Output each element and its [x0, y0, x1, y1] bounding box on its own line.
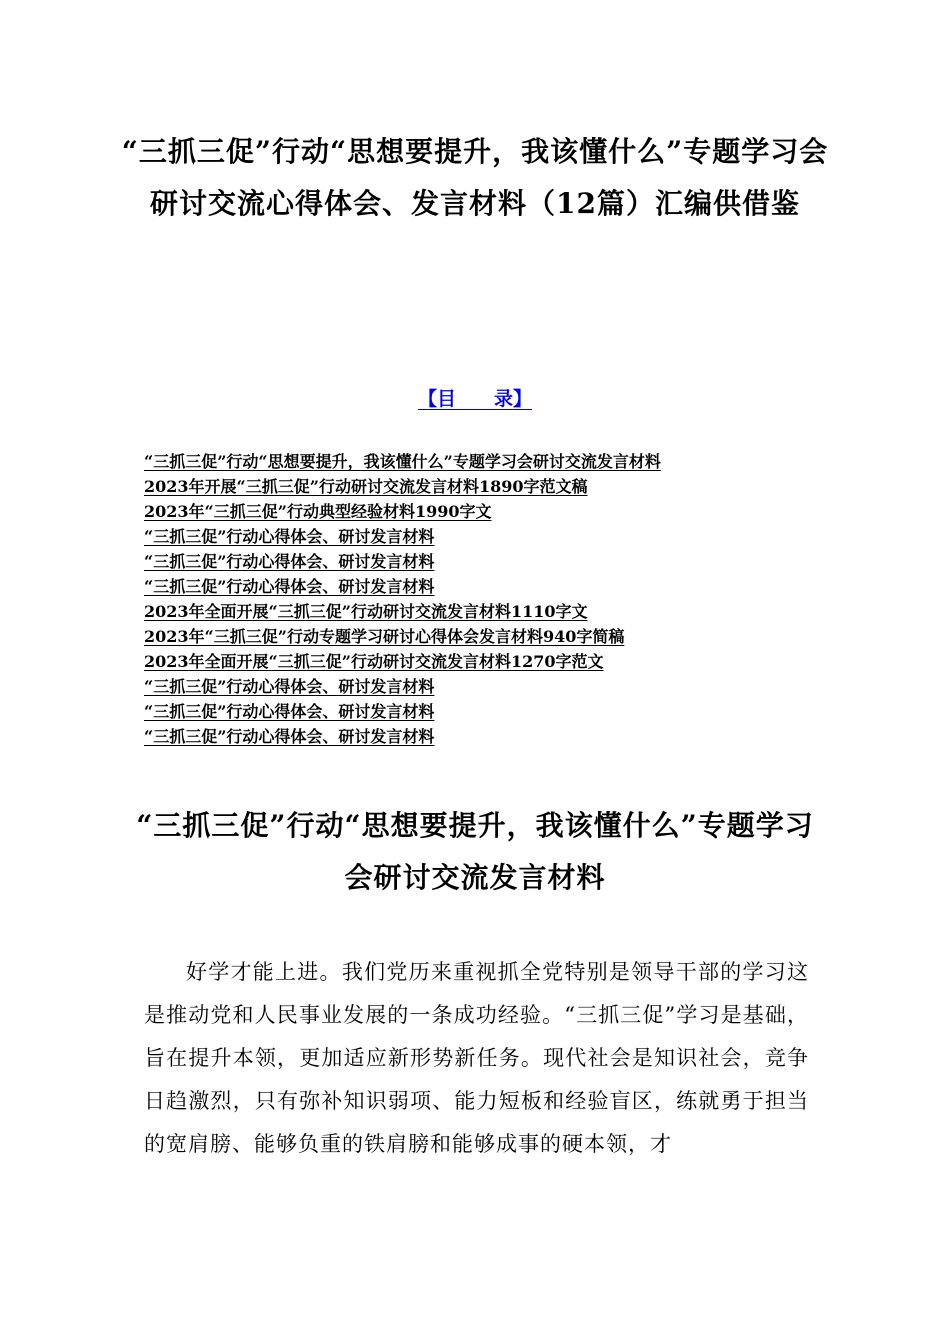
- toc-item: [144, 549, 824, 574]
- body-paragraph: 好学才能上进。我们党历来重视抓全党特别是领导干部的学习这是推动党和人民事业发展的一条成功经验。“三抓三促”学习是基础，旨在提升本领，更加适应新形势新任务。现代社会是知识社会，竞争日趋激烈，只有弥补知识弱项、能力短板和经验盲区，练就勇于担当的宽肩膀、能够负重的铁肩膀和能够成事的硬本领，才: [144, 960, 809, 1156]
- toc-link[interactable]: “三抓三促”行动心得体会、研讨发言材料: [144, 577, 435, 596]
- toc-item: [144, 524, 824, 549]
- document-title: “三抓三促”行动“思想要提升，我该懂什么”专题学习会研讨交流心得体会、发言材料（12篇）汇编供借鉴: [121, 135, 829, 220]
- toc-link[interactable]: 2023年全面开展“三抓三促”行动研讨交流发言材料1270字范文: [144, 652, 604, 671]
- toc-link[interactable]: “三抓三促”行动“思想要提升，我该懂什么”专题学习会研讨交流发言材料: [144, 452, 661, 471]
- toc-link[interactable]: “三抓三促”行动心得体会、研讨发言材料: [144, 527, 435, 546]
- toc-item: [144, 474, 824, 499]
- toc-link[interactable]: “三抓三促”行动心得体会、研讨发言材料: [144, 702, 435, 721]
- toc-link[interactable]: 2023年开展“三抓三促”行动研讨交流发言材料1890字范文稿: [144, 477, 588, 496]
- toc-item: [144, 599, 824, 624]
- toc-item: [144, 674, 824, 699]
- toc-item: [144, 499, 824, 524]
- toc-link[interactable]: 2023年全面开展“三抓三促”行动研讨交流发言材料1110字文: [144, 602, 588, 621]
- toc-item: [144, 699, 824, 724]
- toc-link[interactable]: “三抓三促”行动心得体会、研讨发言材料: [144, 727, 435, 746]
- toc-item: [144, 574, 824, 599]
- toc-item: [144, 649, 824, 674]
- toc-link[interactable]: “三抓三促”行动心得体会、研讨发言材料: [144, 552, 435, 571]
- toc-list: [144, 449, 824, 749]
- toc-link[interactable]: 2023年“三抓三促”行动典型经验材料1990字文: [144, 502, 492, 521]
- toc-heading: [0, 384, 950, 414]
- toc-link[interactable]: “三抓三促”行动心得体会、研讨发言材料: [144, 677, 435, 696]
- toc-heading-link[interactable]: 【目 录】: [417, 388, 532, 410]
- toc-item: [144, 449, 824, 474]
- section-title: “三抓三促”行动“思想要提升，我该懂什么”专题学习会研讨交流发言材料: [136, 809, 814, 894]
- toc-link[interactable]: 2023年“三抓三促”行动专题学习研讨心得体会发言材料940字简稿: [144, 627, 625, 646]
- toc-item: [144, 624, 824, 649]
- toc-item: [144, 724, 824, 749]
